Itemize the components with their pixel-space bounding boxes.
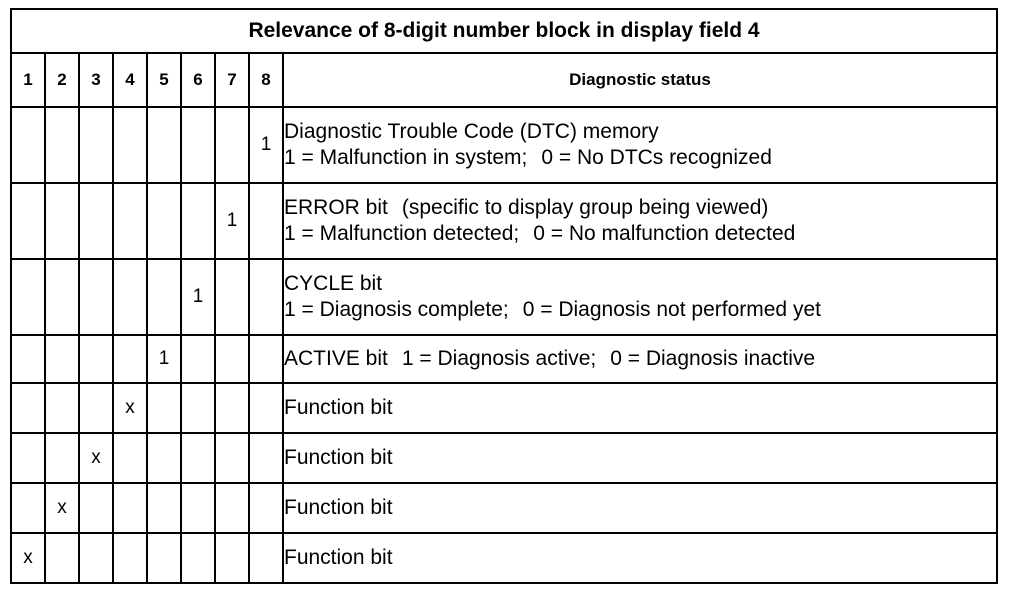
bit-cell [249,533,283,583]
bit-cell [249,259,283,335]
header-bit-5: 5 [147,53,181,107]
bit-cell: 1 [249,107,283,183]
header-bit-8: 8 [249,53,283,107]
bit-cell [11,259,45,335]
bit-cell [11,483,45,533]
header-bit-4: 4 [113,53,147,107]
bit-cell [79,533,113,583]
bit-cell [147,259,181,335]
bit-cell [11,107,45,183]
bit-cell [113,183,147,259]
status-value-1: 1 = Malfunction detected; [284,222,520,245]
status-title: ACTIVE bit [284,346,388,370]
header-bit-6: 6 [181,53,215,107]
bit-cell [215,433,249,483]
status-value-0: 0 = Diagnosis not performed yet [522,298,821,321]
bit-cell [11,433,45,483]
table-row [11,433,997,483]
bit-cell [249,433,283,483]
table-row [11,259,997,335]
table-row [11,483,997,533]
bit-cell [79,483,113,533]
bit-cell: x [45,483,79,533]
bit-cell [11,383,45,433]
table-row [11,383,997,433]
bit-cell [45,433,79,483]
bit-cell [181,335,215,383]
bit-cell [147,183,181,259]
bit-cell [113,335,147,383]
bit-cell [79,383,113,433]
bit-cell: x [11,533,45,583]
status-title: CYCLE bit [284,271,383,295]
bit-cell [113,533,147,583]
bit-cell [215,259,249,335]
bit-cell [79,107,113,183]
status-value-1: 1 = Diagnosis active; [401,346,597,370]
status-description [283,335,997,383]
status-detail [284,221,996,247]
bit-cell [11,335,45,383]
bit-cell: x [79,433,113,483]
bit-cell [113,259,147,335]
bit-cell [45,383,79,433]
bit-cell [79,335,113,383]
status-description: Function bit [283,433,997,483]
bit-cell [147,533,181,583]
status-value-0: 0 = No malfunction detected [533,222,796,245]
bit-cell [249,335,283,383]
bit-cell [79,259,113,335]
status-description [283,259,997,335]
status-value-0: 0 = Diagnosis inactive [610,346,816,370]
status-description: Function bit [283,533,997,583]
table-row [11,183,997,259]
status-description [283,183,997,259]
bit-cell [45,107,79,183]
bit-cell: 1 [181,259,215,335]
bit-cell [215,335,249,383]
status-note: (specific to display group being viewed) [401,195,769,219]
diagnostic-status-table [10,8,998,584]
bit-cell [147,483,181,533]
bit-cell [249,383,283,433]
bit-cell [147,383,181,433]
status-description: Function bit [283,383,997,433]
table-row [11,533,997,583]
table-row [11,335,997,383]
bit-cell [113,107,147,183]
status-description: Function bit [283,483,997,533]
status-value-0: 0 = No DTCs recognized [541,146,772,169]
bit-cell [249,483,283,533]
bit-cell [181,533,215,583]
bit-cell [249,183,283,259]
bit-cell [113,433,147,483]
bit-cell: x [113,383,147,433]
bit-cell [45,335,79,383]
header-bit-3: 3 [79,53,113,107]
header-row [11,53,997,107]
status-detail [284,145,996,171]
table-title: Relevance of 8-digit number block in display field 4 [11,9,997,53]
bit-cell [45,533,79,583]
bit-cell [181,183,215,259]
bit-cell: 1 [215,183,249,259]
bit-cell [79,183,113,259]
bit-cell [147,433,181,483]
title-row [11,9,997,53]
bit-cell [215,533,249,583]
table-row [11,107,997,183]
status-description [283,107,997,183]
bit-cell [215,383,249,433]
bit-cell [181,107,215,183]
bit-cell [181,433,215,483]
status-title: Diagnostic Trouble Code (DTC) memory [284,119,659,143]
status-title: ERROR bit [284,195,388,219]
bit-cell [45,183,79,259]
header-bit-2: 2 [45,53,79,107]
bit-cell: 1 [147,335,181,383]
bit-cell [215,483,249,533]
bit-cell [11,183,45,259]
header-diagnostic-status: Diagnostic status [283,53,997,107]
bit-cell [147,107,181,183]
bit-cell [215,107,249,183]
status-value-1: 1 = Diagnosis complete; [284,298,509,321]
status-value-1: 1 = Malfunction in system; [284,146,528,169]
header-bit-1: 1 [11,53,45,107]
header-bit-7: 7 [215,53,249,107]
bit-cell [113,483,147,533]
status-detail [284,297,996,323]
bit-cell [181,383,215,433]
bit-cell [181,483,215,533]
bit-cell [45,259,79,335]
